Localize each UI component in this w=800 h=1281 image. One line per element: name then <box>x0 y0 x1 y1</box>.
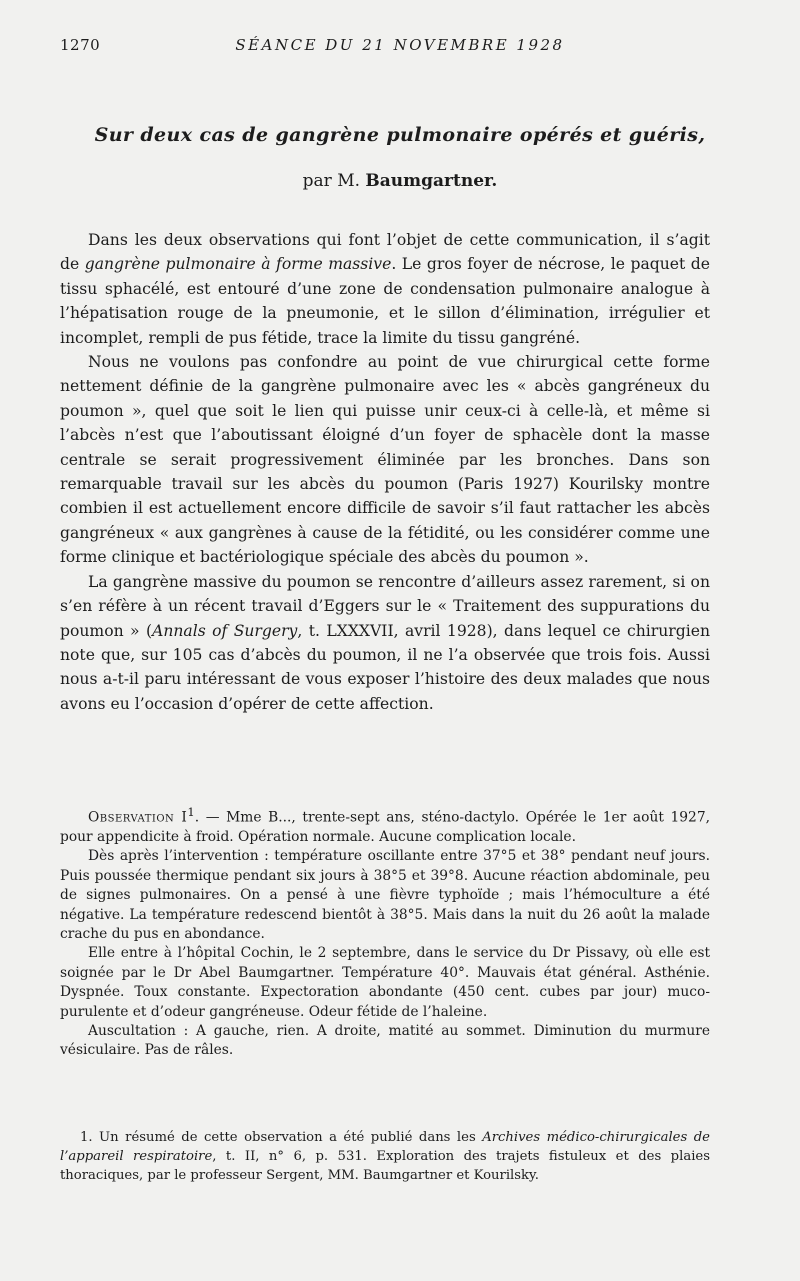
observation-label: Observation I <box>88 809 188 826</box>
paragraph-2: Nous ne voulons pas confondre au point de vue chirurgical cette forme nettement définie de la gangrène pulmonaire avec les « abcès gangréneux du poumon », quel que soit le lien qui puisse unir ceux-ci à celle-là, et même si l’abcès n’est que l’aboutissant éloigné d’un foyer de sphacèle dont la masse centrale se serait progressivement éliminée par les bronches. Dans son remarquable travail sur les abcès du poumon (Paris 1927) Kourilsky montre combien il est actuellement encore difficile de savoir s’il faut rattacher les abcès gangréneux « aux gangrènes à cause de la fétidité, ou les considérer comme une forme clinique et bactériologique spéciale des abcès du poumon ». <box>60 353 710 567</box>
journal-title: Annals of Surgery <box>152 621 298 640</box>
footnote-ref: 1 <box>187 805 195 819</box>
observation-paragraph-3: Elle entre à l’hôpital Cochin, le 2 septembre, dans le service du Dr Pissavy, où elle est soignée par le Dr Abel Baumgartner. Température 40°. Mauvais état général. Asthénie. Dyspnée. Toux constante. Expectoration abondante (450 cent. cubes par jour) muco-purulente et d’odeur gangréneuse. Odeur fétide de l’haleine. <box>60 945 710 1020</box>
paragraph-1-c: . Le gros foyer de nécrose, le paquet de tissu sphacélé, est entouré d’une zone de condensation pulmonaire analogue à l’hépatisation rouge de la pneumonie, et le sillon d’élimination, irrégulier et incomplet, rempli de pus fétide, trace la limite du tissu gangréné. <box>60 255 710 347</box>
paragraph-3-a: La gangrène massive du poumon se rencontre d’ailleurs assez rarement, si on s’en réfère à un récent travail d’Eggers sur le « Traitement des suppurations du poumon » ( <box>60 572 710 640</box>
byline-prefix: par M. <box>302 171 360 191</box>
observation-paragraph-2: Dès après l’intervention : température oscillante entre 37°5 et 38° pendant neuf jours. Puis poussée thermique pendant six jours à 38°5 et 39°8. Aucune réaction abdominale, peu de signes pulmonaires. On a pensé à une fièvre typhoïde ; mais l’hémoculture a été négative. La température redescend bientôt à 38°5. Mais dans la nuit du 26 août la malade crache du pus en abondance. <box>60 848 710 943</box>
footnote-journal: Archives médico-chirurgicales de l’appareil respiratoire <box>60 1130 710 1165</box>
article-body <box>60 228 710 716</box>
footnote-c: , t. II, n° 6, p. 531. Exploration des trajets fistuleux et des plaies thoraciques, par le professeur Sergent, MM. Baumgartner et Kourilsky. <box>60 1149 710 1184</box>
article-title: Sur deux cas de gangrène pulmonaire opérés et guéris, <box>94 124 706 146</box>
paragraph-3-c: , t. LXXXVII, avril 1928), dans lequel ce chirurgien note que, sur 105 cas d’abcès du poumon, il ne l’a observée que trois fois. Aussi nous a-t-il paru intéressant de vous exposer l’histoire des deux malades que nous avons eu l’occasion d’opérer de cette affection. <box>60 621 710 713</box>
paragraph-1 <box>60 228 710 350</box>
page-number: 1270 <box>60 36 101 54</box>
paragraph-3 <box>60 570 710 716</box>
author-name: Baumgartner. <box>365 171 498 191</box>
running-head <box>60 36 740 60</box>
footnote-1 <box>60 1128 710 1186</box>
byline <box>60 171 740 191</box>
paragraph-1-emphasis: gangrène pulmonaire à forme massive <box>84 255 392 274</box>
footnote-a: 1. Un résumé de cette observation a été publié dans les <box>80 1130 483 1145</box>
running-title: SÉANCE DU 21 NOVEMBRE 1928 <box>235 36 565 54</box>
paragraph-1-a: Dans les deux observations qui font l’objet de cette communication, il s’agit de <box>60 231 710 274</box>
footnote <box>60 1128 710 1186</box>
observation-1-text: . — Mme B..., trente-sept ans, sténo-dactylo. Opérée le 1er août 1927, pour appendicite à froid. Opération normale. Aucune complication locale. <box>60 809 711 845</box>
observation-section <box>60 803 710 1061</box>
observation-paragraph-1 <box>60 803 710 847</box>
observation-paragraph-4: Auscultation : A gauche, rien. A droite, matité au sommet. Diminution du murmure vésiculaire. Pas de râles. <box>60 1023 710 1059</box>
